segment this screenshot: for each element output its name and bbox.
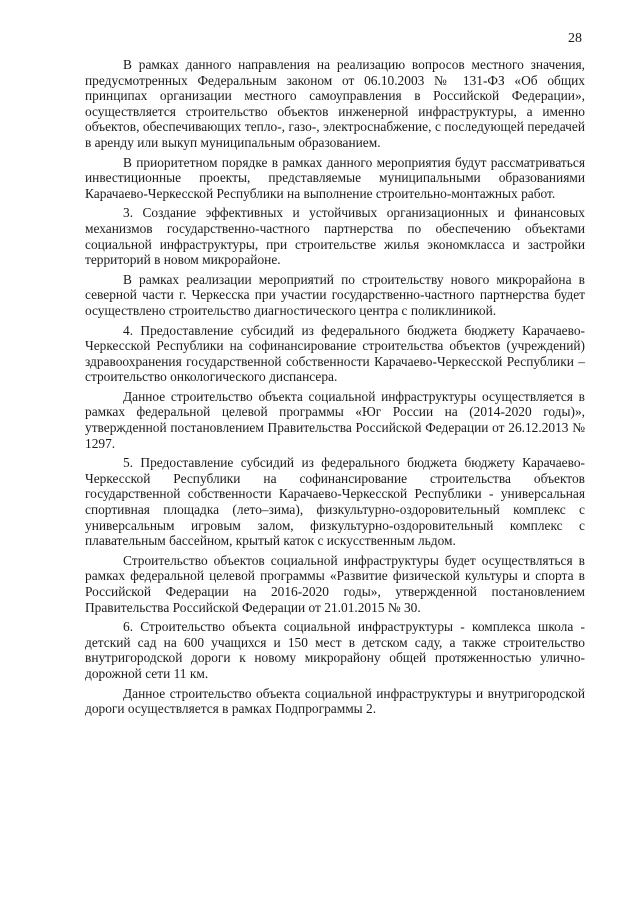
paragraph-10: Данное строительство объекта социальной инфраструктуры и внутригородской дороги осуществляется в рамках Подпрограммы 2.	[85, 685, 585, 717]
paragraph-5: 4. Предоставление субсидий из федерального бюджета бюджету Карачаево-Черкесской Республики на софинансирование строительства объектов (учреждений) здравоохранения государственной собственности Карачаево-Черкесской Республики – строительство онкологического диспансера.	[85, 322, 585, 385]
paragraph-6: Данное строительство объекта социальной инфраструктуры осуществляется в рамках федеральной целевой программы «Юг России на (2014-2020 годы)», утвержденной постановлением Правительства Российской Федерации от 26.12.2013 № 1297.	[85, 388, 585, 451]
page-number: 28	[568, 31, 582, 46]
paragraph-8: Строительство объектов социальной инфраструктуры будет осуществляться в рамках федеральной целевой программы «Развитие физической культуры и спорта в Российской Федерации на 2016-2020 годы», утвержденной постановлением Правительства Российской Федерации от 21.01.2015 № 30.	[85, 552, 585, 615]
paragraph-3: 3. Создание эффективных и устойчивых организационных и финансовых механизмов государственно-частного партнерства по обеспечению объектами социальной инфраструктуры, при строительстве жилья экономкласса и застройки территорий в новом микрорайоне.	[85, 205, 585, 268]
paragraph-9: 6. Строительство объекта социальной инфраструктуры - комплекса школа - детский сад на 600 учащихся и 150 мест в детском саду, а также строительство внутригородской дороги к новому микрорайону общей протяженностью улично-дорожной сети 11 км.	[85, 619, 585, 681]
paragraph-1: В рамках данного направления на реализацию вопросов местного значения, предусмотренных Федеральным законом от 06.10.2003 № 131-ФЗ «Об общих принципах организации местного самоуправления в Российской Федерации», осуществляется строительство объектов инженерной инфраструктуры, а именно объектов, обеспечивающих тепло-, газо-, электроснабжение, с последующей передачей в аренду или выкуп муниципальным образованием.	[85, 57, 585, 150]
paragraph-4: В рамках реализации мероприятий по строительству нового микрорайона в северной части г. Черкесска при участии государственно-частного партнерства будет осуществлено строительство диагностического центра с поликлиникой.	[85, 271, 585, 318]
paragraph-7: 5. Предоставление субсидий из федерального бюджета бюджету Карачаево-Черкесской Республики на софинансирование строительства объектов государственной собственности Карачаево-Черкесской Республики - универсальная спортивная площадка (лето–зима), физкультурно-оздоровительный комплекс с универсальным игровым залом, физкультурно-оздоровительный комплекс с плавательным бассейном, крытый каток с искусственным льдом.	[85, 455, 585, 549]
paragraph-2: В приоритетном порядке в рамках данного мероприятия будут рассматриваться инвестиционные проекты, представляемые муниципальными образованиями Карачаево-Черкесской Республики на выполнение строительно-монтажных работ.	[85, 154, 585, 201]
document-body	[85, 57, 585, 721]
